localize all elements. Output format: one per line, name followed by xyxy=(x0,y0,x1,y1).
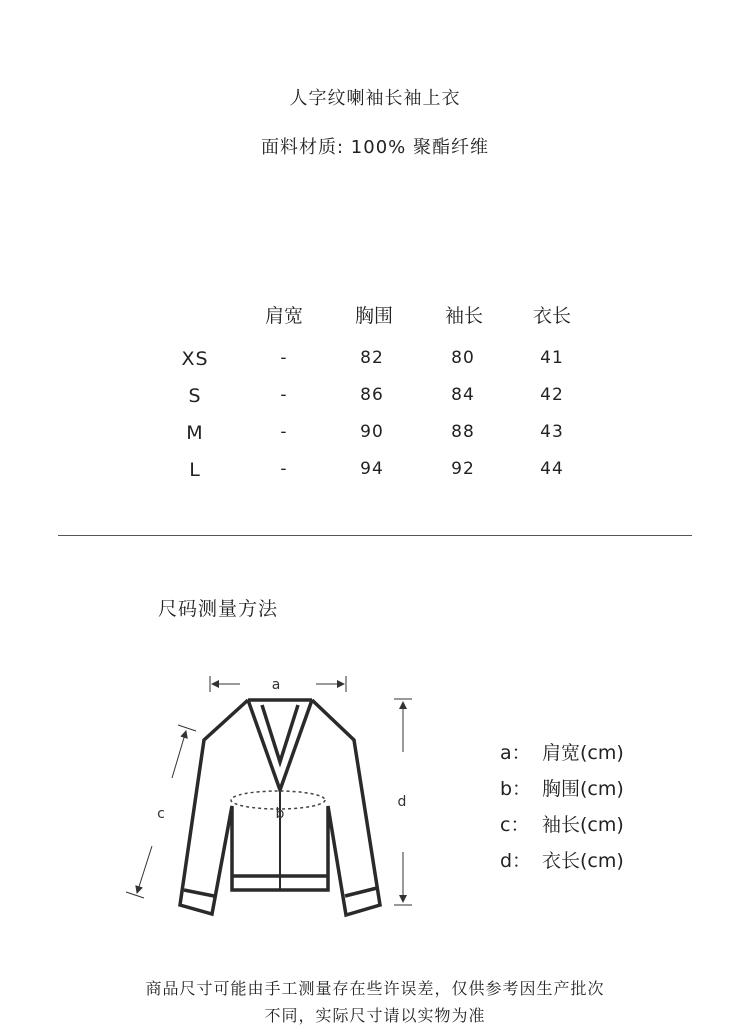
diagram-label-c: c xyxy=(157,806,165,822)
table-cell: 43 xyxy=(540,422,564,442)
table-cell: 90 xyxy=(360,422,384,442)
section-divider xyxy=(58,535,692,536)
table-cell: 92 xyxy=(451,459,475,479)
column-header-shoulder: 肩宽 xyxy=(264,305,303,327)
measurement-heading: 尺码测量方法 xyxy=(158,598,279,620)
size-label: L xyxy=(189,459,201,481)
legend-text: 肩宽(cm) xyxy=(542,742,624,764)
legend-item xyxy=(500,774,624,801)
product-title: 人字纹喇袖长袖上衣 xyxy=(289,88,461,109)
diagram-label-b: b xyxy=(275,806,285,822)
table-cell: - xyxy=(280,422,288,442)
sleeve-arrow-up xyxy=(172,731,186,778)
table-cell: 84 xyxy=(451,385,475,405)
column-header-chest: 胸围 xyxy=(354,305,393,327)
table-cell: 44 xyxy=(540,459,564,479)
diagram-label-d: d xyxy=(397,794,407,810)
column-header-length: 衣长 xyxy=(532,305,571,327)
table-cell: 41 xyxy=(540,348,564,368)
legend-text: 衣长(cm) xyxy=(542,850,624,872)
diagram-label-a: a xyxy=(271,677,281,693)
legend-key: c： xyxy=(500,814,530,836)
legend-text: 袖长(cm) xyxy=(542,814,624,836)
size-label: M xyxy=(186,422,204,444)
table-cell: 42 xyxy=(540,385,564,405)
size-label: XS xyxy=(181,348,209,370)
table-cell: 94 xyxy=(360,459,384,479)
table-cell: - xyxy=(280,348,288,368)
table-cell: 82 xyxy=(360,348,384,368)
sleeve-arrow-down xyxy=(137,846,152,893)
cardigan-measurement-diagram xyxy=(0,660,470,920)
legend-item xyxy=(500,738,624,765)
sleeve-tick-bottom xyxy=(126,892,144,898)
table-cell: - xyxy=(280,385,288,405)
legend-key: a： xyxy=(500,742,531,764)
left-cuff-line xyxy=(184,890,214,896)
collar-outer xyxy=(248,700,312,790)
legend-key: d： xyxy=(500,850,532,872)
table-cell: 86 xyxy=(360,385,384,405)
disclaimer-line-2: 不同，实际尺寸请以实物为准 xyxy=(264,1006,486,1025)
right-cuff-line xyxy=(345,888,377,896)
legend-item xyxy=(500,846,624,873)
table-cell: 80 xyxy=(451,348,475,368)
legend-key: b： xyxy=(500,778,532,800)
table-cell: 88 xyxy=(451,422,475,442)
material-info: 面料材质: 100% 聚酯纤维 xyxy=(261,137,489,158)
column-header-sleeve: 袖长 xyxy=(444,305,483,327)
legend-item xyxy=(500,810,624,837)
legend-text: 胸围(cm) xyxy=(542,778,624,800)
size-label: S xyxy=(188,385,202,407)
table-cell: - xyxy=(280,459,288,479)
sleeve-tick-top xyxy=(178,725,196,731)
disclaimer-line-1: 商品尺寸可能由手工测量存在些许误差，仅供参考因生产批次 xyxy=(145,979,605,998)
